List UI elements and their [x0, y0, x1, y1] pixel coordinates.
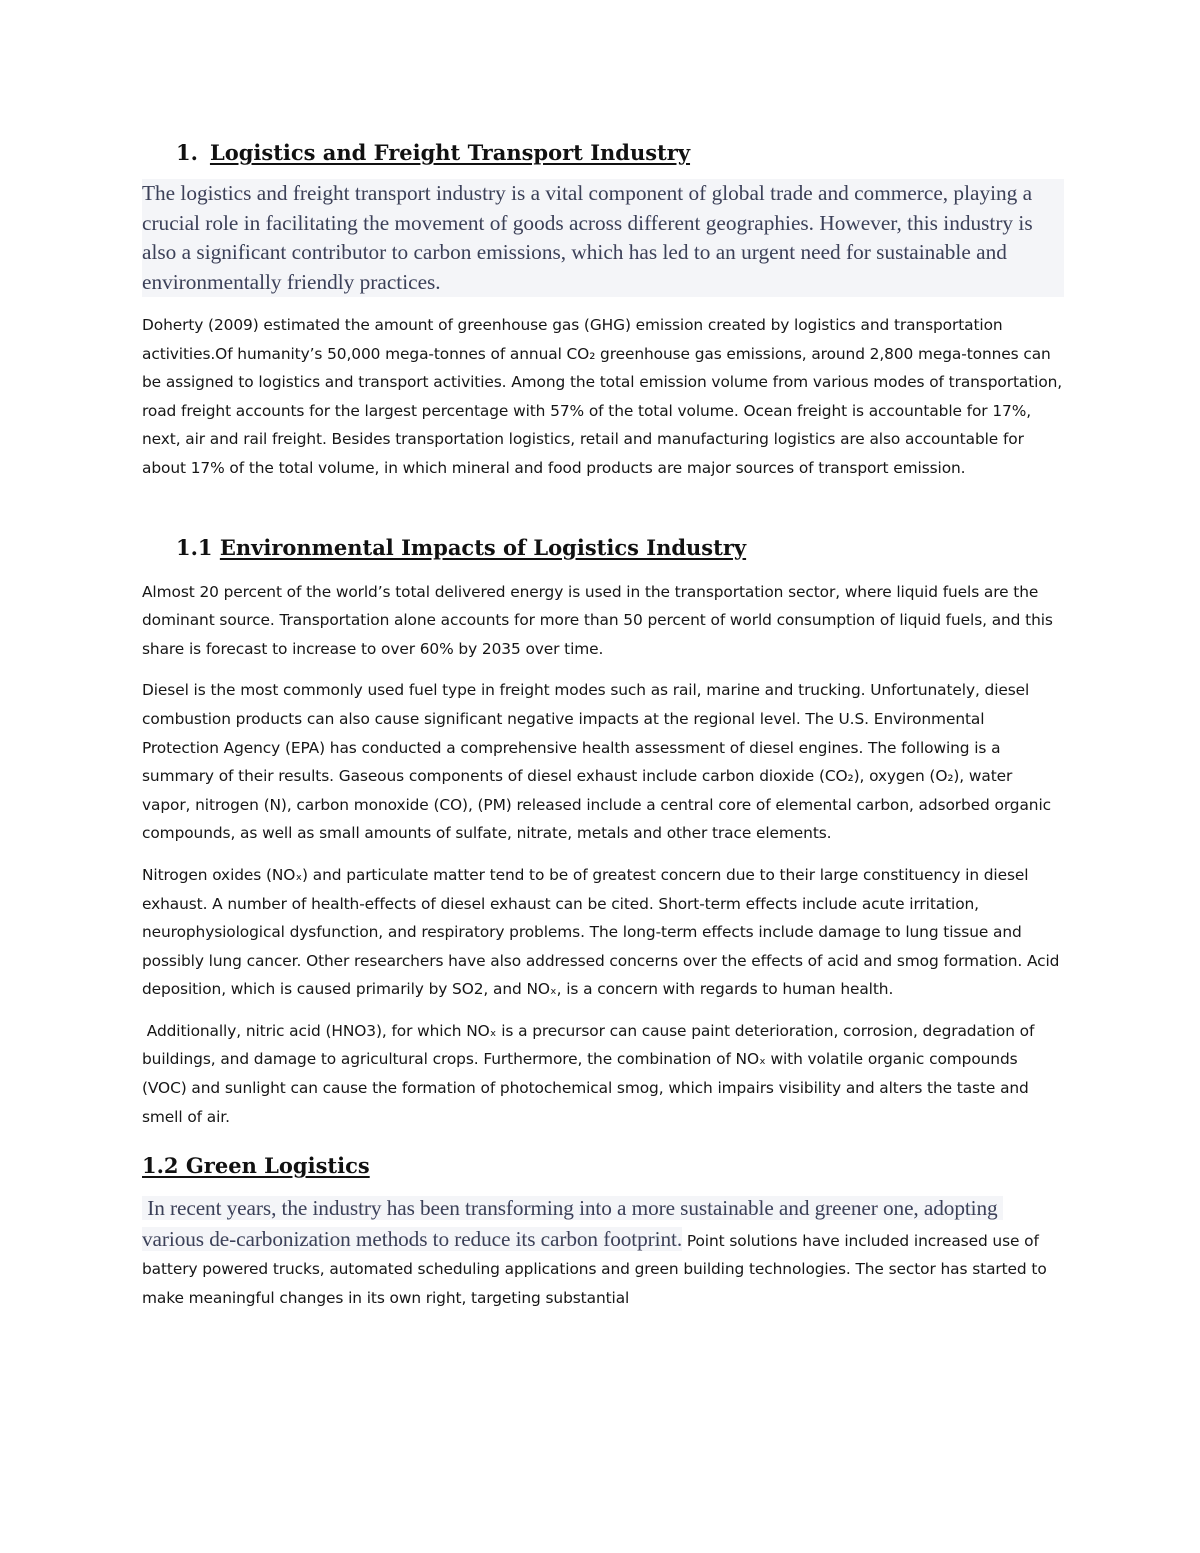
- section-1-heading: [176, 140, 1064, 165]
- document-content: [142, 140, 1064, 1313]
- section-1-paragraph: Doherty (2009) estimated the amount of greenhouse gas (GHG) emission created by logistics and transportation activities.Of humanity’s 50,000 mega-tonnes of annual CO₂ greenhouse gas emissions, around 2,800 mega-tonnes can be assigned to logistics and transport activities. Among the total emission volume from various modes of transportation, road freight accounts for the largest percentage with 57% of the total volume. Ocean freight is accountable for 17%, next, air and rail freight. Besides transportation logistics, retail and manufacturing logistics are also accountable for about 17% of the total volume, in which mineral and food products are major sources of transport emission.: [142, 316, 1063, 477]
- section-1-title: Logistics and Freight Transport Industry: [209, 140, 691, 165]
- section-1-number: 1.: [176, 140, 198, 165]
- section-1-2-paragraph: [142, 1194, 1064, 1312]
- section-1-intro: The logistics and freight transport industry is a vital component of global trade and commerce, playing a crucial role in facilitating the movement of goods across different geographies. However, this industry is also a significant contributor to carbon emissions, which has led to an urgent need for sustainable and environmentally friendly practices.: [142, 179, 1064, 297]
- section-1-1-heading: [176, 535, 1064, 560]
- section-1-1-paragraph-1: Almost 20 percent of the world’s total delivered energy is used in the transportation sector, where liquid fuels are the dominant source. Transportation alone accounts for more than 50 percent of world consumption of liquid fuels, and this share is forecast to increase to over 60% by 2035 over time.: [142, 582, 1053, 658]
- section-1-2-serif-lead: In recent years, the industry has been transforming into a more sustainable and greener one, adopting various de-carbonization methods to reduce its carbon footprint.: [142, 1196, 1003, 1251]
- section-1-2-title: 1.2 Green Logistics: [142, 1153, 370, 1179]
- section-1-1-paragraph-4: Additionally, nitric acid (HNO3), for which NOₓ is a precursor can cause paint deterioration, corrosion, degradation of buildings, and damage to agricultural crops. Furthermore, the combination of NOₓ with volatile organic compounds (VOC) and sunlight can cause the formation of photochemical smog, which impairs visibility and alters the taste and smell of air.: [142, 1021, 1040, 1126]
- section-1-1-title: Environmental Impacts of Logistics Industry: [219, 534, 747, 560]
- section-1-1-paragraph-3: Nitrogen oxides (NOₓ) and particulate matter tend to be of greatest concern due to their large constituency in diesel exhaust. A number of health-effects of diesel exhaust can be cited. Short-term effects include acute irritation, neurophysiological dysfunction, and respiratory problems. The long-term effects include damage to lung tissue and possibly lung cancer. Other researchers have also addressed concerns over the effects of acid and smog formation. Acid deposition, which is caused primarily by SO2, and NOₓ, is a concern with regards to human health.: [142, 865, 1060, 999]
- section-1-1-number: 1.1: [176, 534, 213, 560]
- section-1-2-heading: [142, 1153, 1064, 1178]
- section-1-2-continuation: Point solutions have included increased use of battery powered trucks, automated scheduling applications and green building technologies. The sector has started to make meaningful changes in its own right, targeting substantial: [142, 1231, 1052, 1308]
- section-1-1-paragraph-2: Diesel is the most commonly used fuel type in freight modes such as rail, marine and trucking. Unfortunately, diesel combustion products can also cause significant negative impacts at the regional level. The U.S. Environmental Protection Agency (EPA) has conducted a comprehensive health assessment of diesel engines. The following is a summary of their results. Gaseous components of diesel exhaust include carbon dioxide (CO₂), oxygen (O₂), water vapor, nitrogen (N), carbon monoxide (CO), (PM) released include a central core of elemental carbon, adsorbed organic compounds, as well as small amounts of sulfate, nitrate, metals and other trace elements.: [142, 681, 1051, 843]
